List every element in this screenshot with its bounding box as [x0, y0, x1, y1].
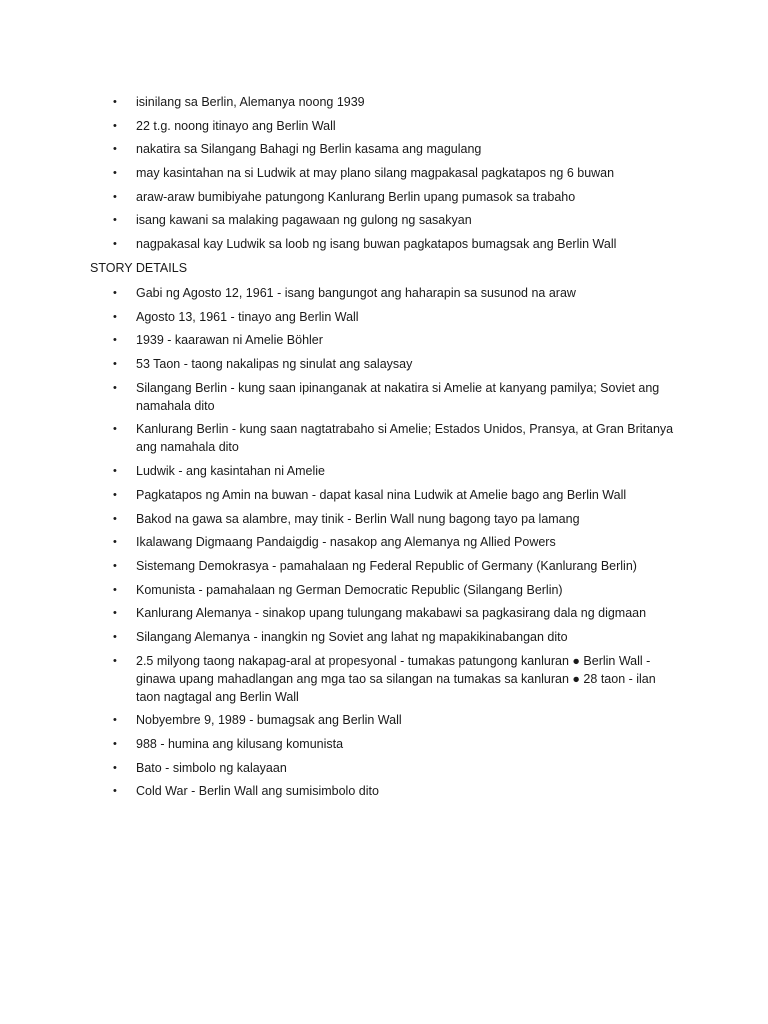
bullet-icon: •	[113, 287, 117, 299]
list-item-text: Komunista - pamahalaan ng German Democratic Republic (Silangang Berlin)	[136, 582, 563, 597]
bullet-icon: •	[113, 381, 117, 394]
bullet-icon: •	[113, 238, 117, 251]
bullet-icon: •	[113, 738, 117, 750]
list-item-text: Bato - simbolo ng kalayaan	[136, 760, 287, 775]
list-item-text: Kanlurang Alemanya - sinakop upang tulungang makabawi sa pagkasirang dala ng digmaan	[136, 606, 647, 621]
bullet-icon: •	[113, 465, 117, 478]
bullet-icon: •	[113, 583, 117, 596]
list-item	[0, 557, 768, 575]
bullet-icon: •	[113, 167, 117, 180]
list-item	[0, 604, 768, 622]
list-item-text: Bakod na gawa sa alambre, may tinik - Berlin Wall nung bagong tayo pa lamang	[136, 511, 580, 526]
list-item	[0, 628, 768, 646]
bullet-icon: •	[113, 512, 117, 525]
list-item-text: Cold War - Berlin Wall ang sumisimbolo dito	[136, 784, 379, 799]
list-item	[0, 284, 768, 302]
list-item	[0, 711, 768, 729]
list-item	[0, 211, 768, 229]
list-item	[0, 782, 768, 800]
bullet-icon: •	[113, 214, 117, 227]
list-item-text: nakatira sa Silangang Bahagi ng Berlin kasama ang magulang	[136, 142, 482, 157]
bullet-icon: •	[113, 714, 117, 727]
list-item	[0, 420, 768, 456]
list-item-text: 1939 - kaarawan ni Amelie Böhler	[136, 333, 323, 348]
list-item	[0, 164, 768, 182]
intro-list	[0, 93, 768, 259]
list-item	[0, 652, 768, 706]
list-item-text: nagpakasal kay Ludwik sa loob ng isang buwan pagkatapos bumagsak ang Berlin Wall	[136, 237, 617, 252]
list-item-text: Pagkatapos ng Amin na buwan - dapat kasal nina Ludwik at Amelie bago ang Berlin Wall	[136, 487, 627, 502]
list-item-text: Gabi ng Agosto 12, 1961 - isang bangungot ang haharapin sa susunod na araw	[136, 286, 576, 300]
list-item-text: Sistemang Demokrasya - pamahalaan ng Federal Republic of Germany (Kanlurang Berlin)	[136, 558, 637, 573]
list-item	[0, 462, 768, 480]
bullet-icon: •	[113, 423, 117, 436]
bullet-icon: •	[113, 785, 117, 798]
story-details-heading: STORY DETAILS	[90, 261, 188, 275]
list-item	[0, 355, 768, 373]
bullet-icon: •	[113, 96, 117, 108]
list-item-text: Nobyembre 9, 1989 - bumagsak ang Berlin Wall	[136, 713, 402, 728]
list-item	[0, 581, 768, 599]
list-item	[0, 486, 768, 504]
list-item-text: 988 - humina ang kilusang komunista	[136, 737, 344, 751]
list-item-text: Silangang Berlin - kung saan ipinanganak at nakatira si Amelie at kanyang pamilya; Soviet ang namahala dito	[136, 380, 660, 413]
bullet-icon: •	[113, 358, 117, 371]
list-item-text: 53 Taon - taong nakalipas ng sinulat ang salaysay	[136, 357, 413, 372]
list-item-text: Ludwik - ang kasintahan ni Amelie	[136, 464, 326, 479]
list-item	[0, 759, 768, 777]
bullet-icon: •	[113, 119, 117, 132]
list-item-text: 22 t.g. noong itinayo ang Berlin Wall	[136, 118, 336, 133]
list-item-text: Silangang Alemanya - inangkin ng Soviet ang lahat ng mapakikinabangan dito	[136, 629, 568, 644]
list-item	[0, 533, 768, 551]
bullet-icon: •	[113, 559, 117, 572]
list-item-text: Agosto 13, 1961 - tinayo ang Berlin Wall	[136, 309, 359, 324]
bullet-icon: •	[113, 761, 117, 774]
list-item-text: may kasintahan na si Ludwik at may plano silang magpakasal pagkatapos ng 6 buwan	[136, 166, 615, 181]
story-details-list	[0, 284, 768, 806]
bullet-icon: •	[113, 488, 117, 501]
bullet-icon: •	[113, 334, 117, 347]
bullet-icon: •	[113, 190, 117, 203]
bullet-icon: •	[113, 310, 117, 323]
bullet-icon: •	[113, 143, 117, 156]
list-item	[0, 140, 768, 158]
list-item	[0, 308, 768, 326]
bullet-icon: •	[113, 630, 117, 643]
bullet-icon: •	[113, 654, 117, 667]
list-item	[0, 510, 768, 528]
list-item	[0, 117, 768, 135]
list-item-text: araw-araw bumibiyahe patungong Kanlurang Berlin upang pumasok sa trabaho	[136, 189, 576, 204]
list-item	[0, 735, 768, 753]
list-item-text: isinilang sa Berlin, Alemanya noong 1939	[136, 95, 365, 109]
list-item	[0, 331, 768, 349]
bullet-icon: •	[113, 607, 117, 620]
list-item	[0, 235, 768, 253]
list-item-text: Ikalawang Digmaang Pandaigdig - nasakop ang Alemanya ng Allied Powers	[136, 535, 556, 550]
list-item	[0, 379, 768, 415]
list-item	[0, 93, 768, 111]
list-item-text: isang kawani sa malaking pagawaan ng gulong ng sasakyan	[136, 213, 472, 228]
list-item	[0, 188, 768, 206]
bullet-icon: •	[113, 536, 117, 549]
list-item-text: Kanlurang Berlin - kung saan nagtatrabaho si Amelie; Estados Unidos, Pransya, at Gran Britanya ang namahala dito	[136, 422, 674, 455]
list-item-text: 2.5 milyong taong nakapag-aral at propesyonal - tumakas patungong kanluran ● Berlin Wall - ginawa upang mahadlangan ang mga tao sa silangan na tumakas sa kanluran ● 28 taon - ilan taon nagtagal ang Berlin Wall	[136, 653, 656, 704]
